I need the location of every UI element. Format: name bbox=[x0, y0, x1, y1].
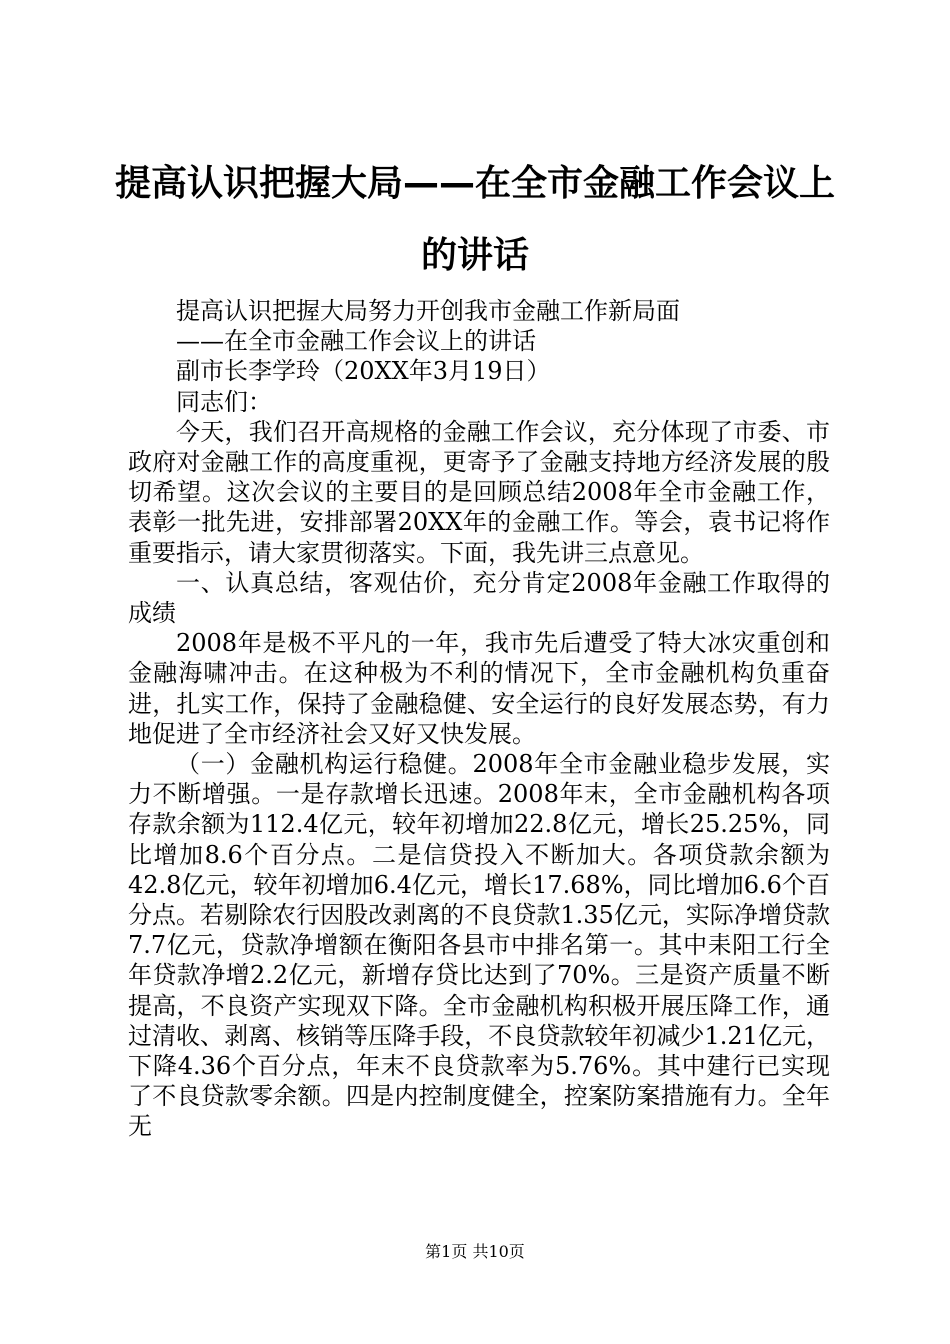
document-body bbox=[128, 296, 830, 1142]
subtitle-speech-line: ——在全市金融工作会议上的讲话 bbox=[176, 327, 536, 356]
section-heading: 一、认真总结，客观估价，充分肯定2008年金融工作取得的成绩 bbox=[128, 568, 830, 628]
paragraph: 今天，我们召开高规格的金融工作会议，充分体现了市委、市政府对金融工作的高度重视，更寄予了金融支持地方经济发展的殷切希望。这次会议的主要目的是回顾总结2008年全市金融工作，表彰一批先进，安排部署20XX年的金融工作。等会，袁书记将作重要指示，请大家贯彻落实。下面，我先讲三点意见。 bbox=[128, 417, 830, 567]
paragraph: （一）金融机构运行稳健。2008年全市金融业稳步发展，实力不断增强。一是存款增长迅速。2008年末，全市金融机构各项存款余额为112.4亿元，较年初增加22.8亿元，增长25.25%，同比增加8.6个百分点。二是信贷投入不断加大。各项贷款余额为42.8亿元，较年初增加6.4亿元，增长17.68%，同比增加6.6个百分点。若剔除农行因股改剥离的不良贷款1.35亿元，实际净增贷款7.7亿元，贷款净增额在衡阳各县市中排名第一。其中耒阳工行全年贷款净增2.2亿元，新增存贷比达到了70%。三是资产质量不断提高，不良资产实现双下降。全市金融机构积极开展压降工作，通过清收、剥离、核销等压降手段，不良贷款较年初减少1.21亿元，下降4.36个百分点，年末不良贷款率为5.76%。其中建行已实现了不良贷款零余额。四是内控制度健全，控案防案措施有力。全年无 bbox=[128, 750, 830, 1141]
paragraph: 2008年是极不平凡的一年，我市先后遭受了特大冰灾重创和金融海啸冲击。在这种极为不利的情况下，全市金融机构负重奋进，扎实工作，保持了金融稳健、安全运行的良好发展态势，有力地促进了全市经济社会又好又快发展。 bbox=[128, 629, 830, 748]
page-number-footer: 第1页 共10页 bbox=[425, 1242, 525, 1261]
speaker-line: 副市长李学玲（20XX年3月19日） bbox=[176, 357, 551, 386]
document-title: 提高认识把握大局——在全市金融工作会议上的讲话 bbox=[114, 163, 835, 276]
salutation: 同志们： bbox=[176, 387, 272, 416]
subtitle-line: 提高认识把握大局努力开创我市金融工作新局面 bbox=[176, 297, 680, 325]
